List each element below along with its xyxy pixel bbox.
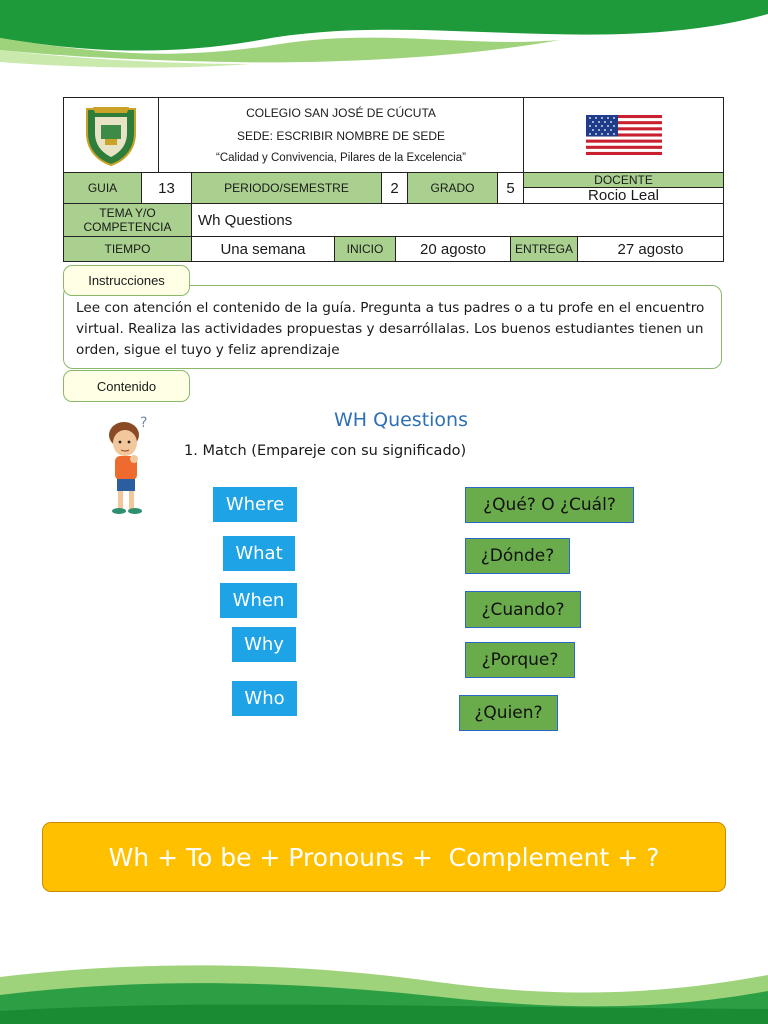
entrega-label: ENTREGA (510, 236, 578, 262)
word-what[interactable]: What (223, 536, 295, 571)
tiempo-value: Una semana (191, 236, 335, 262)
exercise-instruction: 1. Match (Empareje con su significado) (184, 443, 467, 459)
formula-text: Wh + To be + Pronouns + Complement + ? (108, 842, 660, 872)
school-motto: “Calidad y Convivencia, Pilares de la Excelencia” (216, 151, 466, 164)
school-sede: SEDE: ESCRIBIR NOMBRE DE SEDE (236, 128, 446, 143)
meaning-porque[interactable]: ¿Porque? (465, 642, 575, 678)
docente-value: Rocio Leal (523, 187, 724, 204)
word-when[interactable]: When (220, 583, 297, 618)
tema-label: TEMA Y/O COMPETENCIA (63, 203, 192, 237)
flag-cell (523, 97, 724, 173)
guia-value: 13 (141, 172, 192, 204)
tema-value: Wh Questions (191, 203, 724, 237)
instructions-text: Lee con atención el contenido de la guía. Pregunta a tus padres o a tu profe en el encuentro virtual. Realiza las actividades propuestas y desarróllalas. Los buenos estudiantes tienen un orden, sigue el tuyo y feliz aprendizaje (76, 300, 705, 358)
content-label: Contenido (63, 370, 190, 402)
docente-label: DOCENTE (523, 172, 724, 188)
word-why[interactable]: Why (232, 627, 296, 662)
tiempo-label: TIEMPO (63, 236, 192, 262)
word-where[interactable]: Where (213, 487, 297, 522)
formula-banner (42, 822, 726, 892)
entrega-value: 27 agosto (577, 236, 724, 262)
content-title: WH Questions (334, 409, 468, 431)
meaning-cuando[interactable]: ¿Cuando? (465, 591, 581, 628)
inicio-label: INICIO (334, 236, 396, 262)
grado-label: GRADO (407, 172, 498, 204)
thinking-child-illustration (100, 413, 156, 519)
guia-label: GUIA (63, 172, 142, 204)
bottom-wave-decoration (0, 955, 768, 1024)
usa-flag-icon (586, 115, 662, 155)
school-seal-icon (79, 103, 143, 167)
school-info-cell (158, 97, 524, 173)
meaning-que-cual[interactable]: ¿Qué? O ¿Cuál? (465, 487, 634, 523)
meaning-quien[interactable]: ¿Quien? (459, 695, 558, 731)
grado-value: 5 (497, 172, 524, 204)
meaning-donde[interactable]: ¿Dónde? (465, 538, 570, 574)
periodo-value: 2 (381, 172, 408, 204)
periodo-label: PERIODO/SEMESTRE (191, 172, 382, 204)
school-name: COLEGIO SAN JOSÉ DE CÚCUTA (246, 106, 436, 121)
instructions-label: Instrucciones (63, 265, 190, 296)
word-who[interactable]: Who (232, 681, 297, 716)
top-wave-decoration (0, 0, 768, 70)
svg-text:?: ? (140, 415, 148, 431)
logo-cell (63, 97, 159, 173)
inicio-value: 20 agosto (395, 236, 511, 262)
